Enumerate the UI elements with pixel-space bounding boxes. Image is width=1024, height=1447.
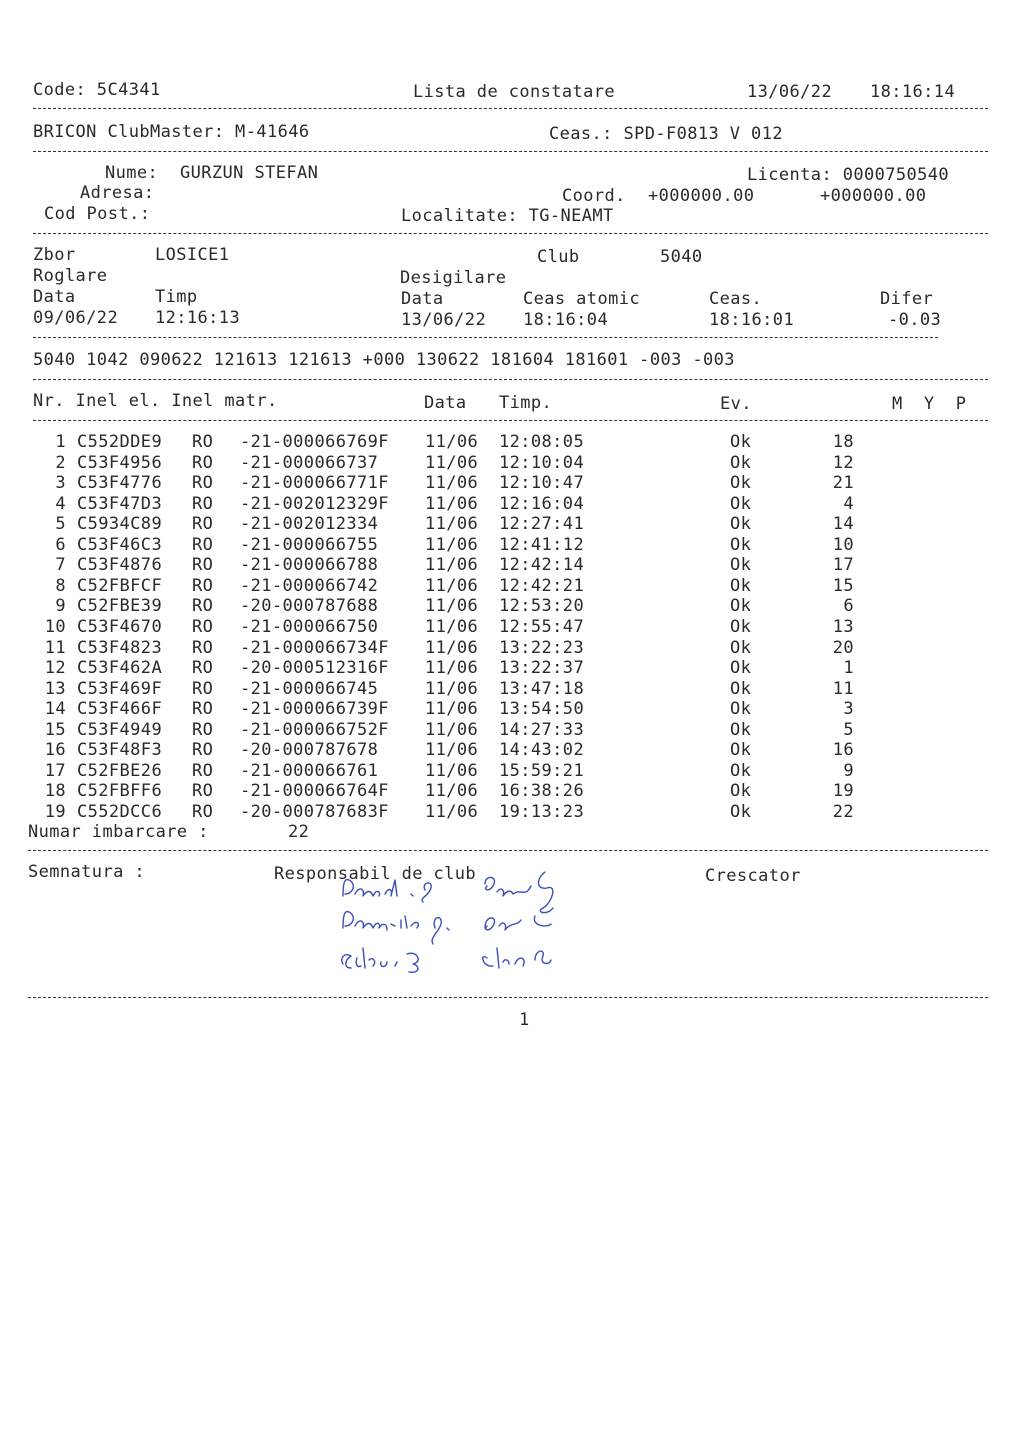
atomic-clock-time: 18:16:04 — [523, 310, 609, 330]
unsealing-date: 13/06/22 — [401, 310, 487, 330]
clock-id: Ceas.: SPD-F0813 V 012 — [549, 124, 783, 144]
table-row — [0, 432, 1024, 452]
row-number: 10 — [44, 616, 66, 637]
country-code: RO — [192, 699, 214, 720]
ring-number: -21-000066769F — [240, 432, 389, 452]
electronic-ring: C52FBE26 — [77, 760, 163, 781]
row-number: 2 — [55, 452, 66, 473]
country-code: RO — [192, 781, 214, 802]
divider — [33, 379, 988, 380]
arrival-time: 13:47:18 — [499, 678, 585, 699]
page-number: 1 — [519, 1010, 530, 1030]
row-number: 8 — [55, 575, 66, 596]
position: 10 — [832, 534, 854, 555]
event-status: Ok — [730, 534, 752, 555]
row-number: 7 — [55, 555, 66, 576]
handwritten-signatures — [335, 868, 575, 978]
electronic-ring: C53F4949 — [77, 719, 163, 740]
table-row — [0, 453, 1024, 473]
ring-number: -21-000066764F — [240, 781, 389, 802]
arrival-time: 16:38:26 — [499, 781, 585, 802]
row-number: 14 — [44, 699, 66, 720]
arrival-date: 11/06 — [425, 473, 479, 494]
country-code: RO — [192, 452, 214, 473]
country-code: RO — [192, 740, 214, 761]
license-number: Licenta: 0000750540 — [747, 165, 950, 185]
row-number: 11 — [44, 637, 66, 658]
event-status: Ok — [730, 760, 752, 781]
arrival-time: 13:54:50 — [499, 699, 585, 720]
position: 14 — [832, 514, 854, 535]
country-code: RO — [192, 801, 214, 822]
country-code: RO — [192, 596, 214, 617]
row-number: 9 — [55, 596, 66, 617]
event-status: Ok — [730, 801, 752, 822]
electronic-ring: C52FBFCF — [77, 575, 163, 596]
arrival-time: 12:10:04 — [499, 452, 585, 473]
row-number: 5 — [55, 514, 66, 535]
divider — [33, 108, 988, 109]
table-row — [0, 555, 1024, 575]
ring-number: -21-000066761 — [240, 760, 379, 781]
table-row — [0, 473, 1024, 493]
setting-date-label: Data — [33, 287, 76, 307]
setting-label: Roglare — [33, 266, 108, 286]
table-row — [0, 802, 1024, 822]
electronic-ring: C53F4876 — [77, 555, 163, 576]
arrival-date: 11/06 — [425, 637, 479, 658]
table-row — [0, 761, 1024, 781]
country-code: RO — [192, 616, 214, 637]
event-status: Ok — [730, 596, 752, 617]
event-status: Ok — [730, 719, 752, 740]
table-row — [0, 514, 1024, 534]
ring-number: -20-000787683F — [240, 801, 389, 822]
row-number: 18 — [44, 781, 66, 802]
ring-number: -21-002012334 — [240, 514, 379, 535]
arrival-date: 11/06 — [425, 596, 479, 617]
signature-label: Semnatura : — [28, 862, 145, 882]
arrival-time: 14:27:33 — [499, 719, 585, 740]
table-row — [0, 781, 1024, 801]
code-label: Code: 5C4341 — [33, 80, 161, 100]
ring-number: -21-000066745 — [240, 678, 379, 699]
event-status: Ok — [730, 699, 752, 720]
col-header-time: Timp. — [499, 393, 553, 413]
row-number: 16 — [44, 740, 66, 761]
divider — [33, 420, 988, 421]
row-number: 6 — [55, 534, 66, 555]
position: 3 — [843, 699, 854, 720]
event-status: Ok — [730, 555, 752, 576]
event-status: Ok — [730, 781, 752, 802]
electronic-ring: C53F48F3 — [77, 740, 163, 761]
flight-label: Zbor — [33, 245, 76, 265]
arrival-date: 11/06 — [425, 781, 479, 802]
arrival-date: 11/06 — [425, 555, 479, 576]
ring-number: -21-000066750 — [240, 616, 379, 637]
arrival-date: 11/06 — [425, 534, 479, 555]
country-code: RO — [192, 534, 214, 555]
arrival-date: 11/06 — [425, 514, 479, 535]
position: 9 — [843, 760, 854, 781]
country-code: RO — [192, 432, 214, 452]
event-status: Ok — [730, 473, 752, 494]
table-row — [0, 740, 1024, 760]
ring-number: -21-000066737 — [240, 452, 379, 473]
table-row — [0, 494, 1024, 514]
address-label: Adresa: — [80, 183, 155, 203]
position: 4 — [843, 493, 854, 514]
position: 12 — [832, 452, 854, 473]
divider — [28, 997, 988, 998]
clubmaster-id: BRICON ClubMaster: M-41646 — [33, 122, 310, 142]
ring-number: -21-000066742 — [240, 575, 379, 596]
arrival-date: 11/06 — [425, 493, 479, 514]
row-number: 12 — [44, 658, 66, 679]
country-code: RO — [192, 514, 214, 535]
country-code: RO — [192, 575, 214, 596]
print-time: 18:16:14 — [870, 82, 956, 102]
country-code: RO — [192, 760, 214, 781]
row-number: 19 — [44, 801, 66, 822]
position: 11 — [832, 678, 854, 699]
difference-value: -0.03 — [888, 310, 942, 330]
table-row — [0, 617, 1024, 637]
electronic-ring: C53F4956 — [77, 452, 163, 473]
arrival-time: 12:53:20 — [499, 596, 585, 617]
code-line: 5040 1042 090622 121613 121613 +000 130622 181604 181601 -003 -003 — [33, 350, 735, 370]
ring-number: -21-000066771F — [240, 473, 389, 494]
country-code: RO — [192, 637, 214, 658]
electronic-ring: C53F466F — [77, 699, 163, 720]
ring-number: -20-000787688 — [240, 596, 379, 617]
row-number: 15 — [44, 719, 66, 740]
ring-number: -21-002012329F — [240, 493, 389, 514]
arrival-date: 11/06 — [425, 760, 479, 781]
ring-number: -21-000066739F — [240, 699, 389, 720]
row-number: 13 — [44, 678, 66, 699]
table-row — [0, 535, 1024, 555]
club-officer-label: Responsabil de club — [274, 864, 477, 884]
arrival-time: 14:43:02 — [499, 740, 585, 761]
setting-time-label: Timp — [155, 287, 198, 307]
electronic-ring: C53F47D3 — [77, 493, 163, 514]
position: 16 — [832, 740, 854, 761]
position: 19 — [832, 781, 854, 802]
print-date: 13/06/22 — [747, 82, 833, 102]
electronic-ring: C53F4776 — [77, 473, 163, 494]
electronic-ring: C53F4823 — [77, 637, 163, 658]
arrival-time: 13:22:23 — [499, 637, 585, 658]
boarded-count-label: Numar imbarcare : — [28, 822, 209, 842]
table-row — [0, 638, 1024, 658]
country-code: RO — [192, 555, 214, 576]
electronic-ring: C552DCC6 — [77, 801, 163, 822]
row-number: 17 — [44, 760, 66, 781]
position: 17 — [832, 555, 854, 576]
position: 18 — [832, 432, 854, 452]
ring-number: -20-000787678 — [240, 740, 379, 761]
coord-lat: +000000.00 — [648, 186, 755, 206]
divider — [33, 151, 988, 152]
postal-code-label: Cod Post.: — [44, 204, 151, 224]
arrival-date: 11/06 — [425, 575, 479, 596]
arrival-date: 11/06 — [425, 801, 479, 822]
arrival-time: 12:16:04 — [499, 493, 585, 514]
name-label: Nume: — [105, 163, 159, 183]
arrival-date: 11/06 — [425, 616, 479, 637]
event-status: Ok — [730, 616, 752, 637]
arrival-date: 11/06 — [425, 452, 479, 473]
country-code: RO — [192, 493, 214, 514]
document-title: Lista de constatare — [413, 82, 616, 102]
difference-label: Difer — [880, 289, 934, 309]
clock-label: Ceas. — [709, 289, 763, 309]
arrival-time: 12:42:21 — [499, 575, 585, 596]
table-row — [0, 679, 1024, 699]
position: 15 — [832, 575, 854, 596]
position: 13 — [832, 616, 854, 637]
event-status: Ok — [730, 452, 752, 473]
col-header-myp: M Y P — [892, 394, 967, 414]
table-row — [0, 658, 1024, 678]
arrival-date: 11/06 — [425, 699, 479, 720]
row-number: 1 — [55, 432, 66, 452]
club-code: 5040 — [660, 247, 703, 267]
table-row — [0, 720, 1024, 740]
country-code: RO — [192, 658, 214, 679]
country-code: RO — [192, 473, 214, 494]
arrival-time: 12:41:12 — [499, 534, 585, 555]
divider — [33, 233, 988, 234]
country-code: RO — [192, 719, 214, 740]
col-header-event: Ev. — [720, 394, 752, 414]
row-number: 4 — [55, 493, 66, 514]
event-status: Ok — [730, 678, 752, 699]
ring-number: -21-000066788 — [240, 555, 379, 576]
arrival-date: 11/06 — [425, 658, 479, 679]
atomic-clock-label: Ceas atomic — [523, 289, 640, 309]
col-header-date: Data — [424, 393, 467, 413]
event-status: Ok — [730, 658, 752, 679]
arrival-date: 11/06 — [425, 432, 479, 452]
event-status: Ok — [730, 740, 752, 761]
arrival-time: 12:27:41 — [499, 514, 585, 535]
country-code: RO — [192, 678, 214, 699]
col-header-rings: Nr. Inel el. Inel matr. — [33, 391, 278, 411]
setting-time: 12:16:13 — [155, 308, 241, 328]
owner-name: GURZUN STEFAN — [180, 163, 319, 183]
coord-lon: +000000.00 — [820, 186, 927, 206]
position: 1 — [843, 658, 854, 679]
position: 6 — [843, 596, 854, 617]
position: 5 — [843, 719, 854, 740]
coord-label: Coord. — [562, 186, 626, 206]
arrival-time: 13:22:37 — [499, 658, 585, 679]
row-number: 3 — [55, 473, 66, 494]
table-row — [0, 699, 1024, 719]
position: 22 — [832, 801, 854, 822]
electronic-ring: C53F46C3 — [77, 534, 163, 555]
electronic-ring: C5934C89 — [77, 514, 163, 535]
position: 20 — [832, 637, 854, 658]
arrival-time: 12:42:14 — [499, 555, 585, 576]
divider — [28, 850, 988, 851]
electronic-ring: C52FBE39 — [77, 596, 163, 617]
electronic-ring: C552DDE9 — [77, 432, 163, 452]
ring-number: -21-000066755 — [240, 534, 379, 555]
electronic-ring: C53F469F — [77, 678, 163, 699]
arrival-time: 19:13:23 — [499, 801, 585, 822]
clock-time: 18:16:01 — [709, 310, 795, 330]
unsealing-date-label: Data — [401, 289, 444, 309]
position: 21 — [832, 473, 854, 494]
divider — [33, 337, 938, 338]
setting-date: 09/06/22 — [33, 308, 119, 328]
ring-number: -21-000066752F — [240, 719, 389, 740]
breeder-label: Crescator — [705, 866, 801, 886]
electronic-ring: C53F462A — [77, 658, 163, 679]
event-status: Ok — [730, 493, 752, 514]
boarded-count: 22 — [288, 822, 310, 842]
electronic-ring: C52FBFF6 — [77, 781, 163, 802]
arrival-time: 12:55:47 — [499, 616, 585, 637]
table-row — [0, 576, 1024, 596]
club-label: Club — [537, 247, 580, 267]
event-status: Ok — [730, 514, 752, 535]
arrival-time: 12:10:47 — [499, 473, 585, 494]
electronic-ring: C53F4670 — [77, 616, 163, 637]
event-status: Ok — [730, 637, 752, 658]
event-status: Ok — [730, 575, 752, 596]
arrival-time: 15:59:21 — [499, 760, 585, 781]
unsealing-label: Desigilare — [400, 268, 507, 288]
arrival-time: 12:08:05 — [499, 432, 585, 452]
flight-name: LOSICE1 — [155, 245, 230, 265]
locality: Localitate: TG-NEAMT — [401, 206, 614, 226]
arrival-date: 11/06 — [425, 740, 479, 761]
event-status: Ok — [730, 432, 752, 452]
ring-number: -21-000066734F — [240, 637, 389, 658]
table-row — [0, 596, 1024, 616]
ring-number: -20-000512316F — [240, 658, 389, 679]
arrival-date: 11/06 — [425, 719, 479, 740]
arrival-date: 11/06 — [425, 678, 479, 699]
